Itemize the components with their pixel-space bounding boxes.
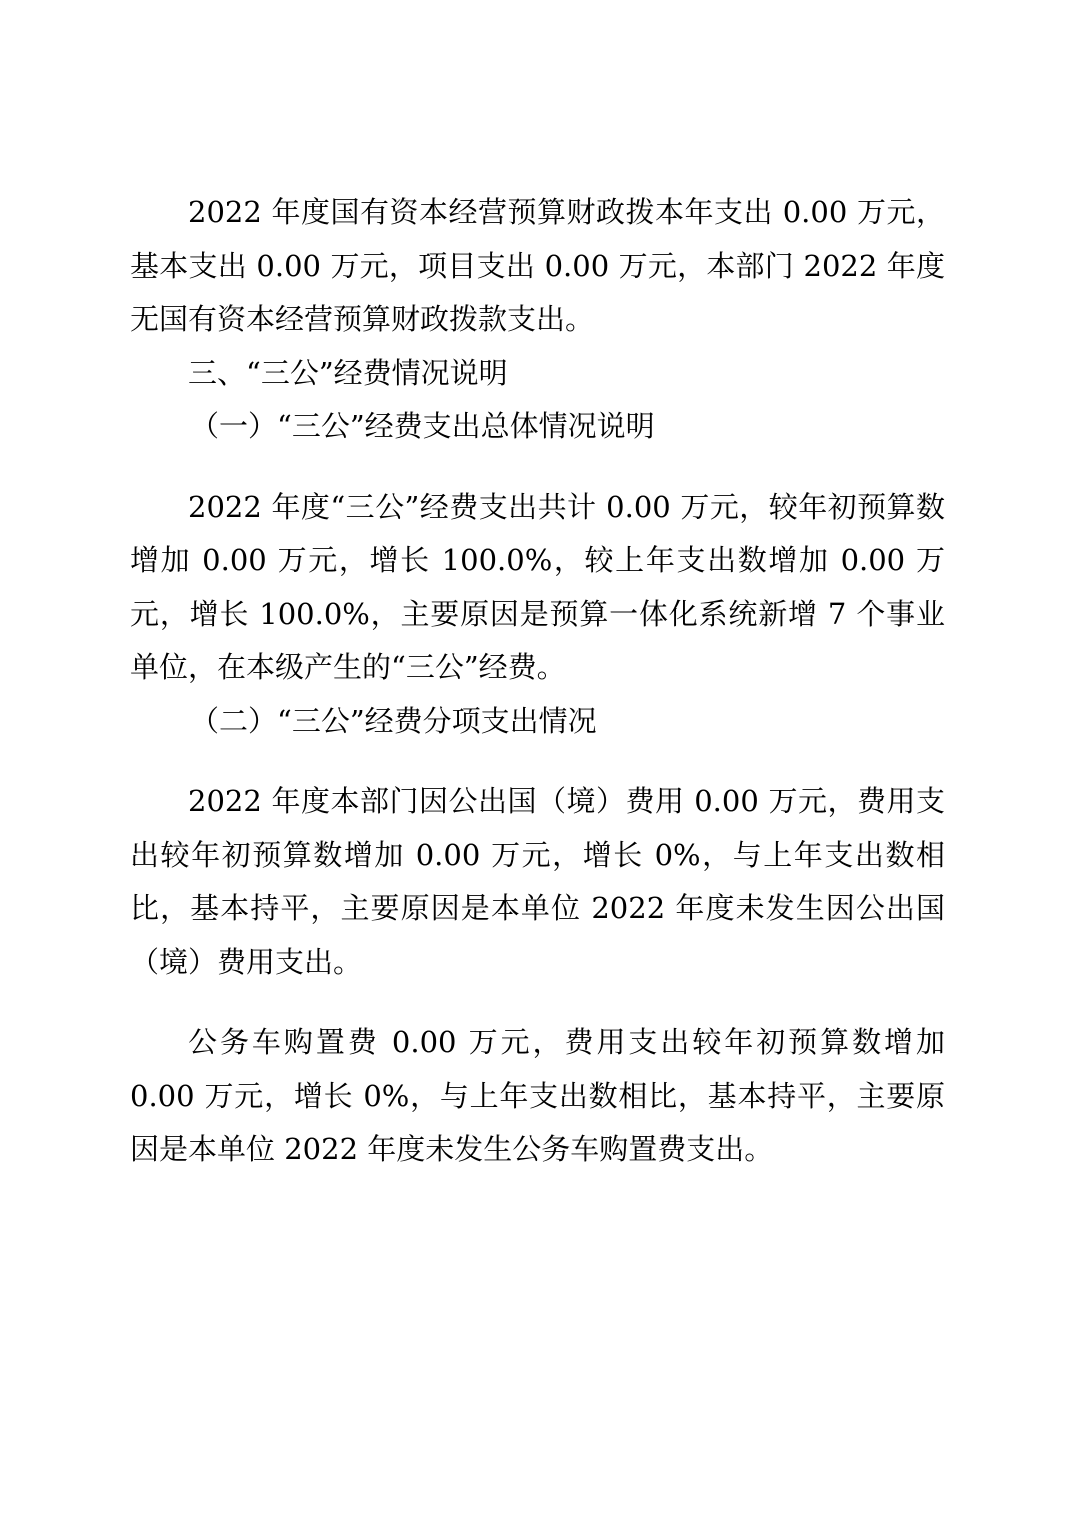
document-body	[130, 186, 945, 1177]
paragraph-state-capital-budget: 2022 年度国有资本经营预算财政拨本年支出 0.00 万元，基本支出 0.00 万元，项目支出 0.00 万元，本部门 2022 年度无国有资本经营预算财政拨款支出。	[130, 195, 945, 336]
paragraph-overseas-travel: 2022 年度本部门因公出国（境）费用 0.00 万元，费用支出较年初预算数增加 0.00 万元，增长 0%，与上年支出数相比，基本持平，主要原因是本单位 2022 年度未发生因公出国（境）费用支出。	[130, 784, 945, 979]
paragraph-vehicle-purchase: 公务车购置费 0.00 万元，费用支出较年初预算数增加 0.00 万元，增长 0%，与上年支出数相比，基本持平，主要原因是本单位 2022 年度未发生公务车购置费支出。	[130, 1025, 945, 1166]
paragraph-overall-expenditure: 2022 年度“三公”经费支出共计 0.00 万元，较年初预算数增加 0.00 万元，增长 100.0%，较上年支出数增加 0.00 万元，增长 100.0%，主要原因是预算一体化系统新增 7 个事业单位，在本级产生的“三公”经费。	[130, 489, 945, 684]
section-heading-three-public: 三、“三公”经费情况说明	[188, 355, 508, 390]
subsection-heading-itemized: （二）“三公”经费分项支出情况	[190, 703, 597, 738]
subsection-heading-overall: （一）“三公”经费支出总体情况说明	[190, 409, 655, 443]
